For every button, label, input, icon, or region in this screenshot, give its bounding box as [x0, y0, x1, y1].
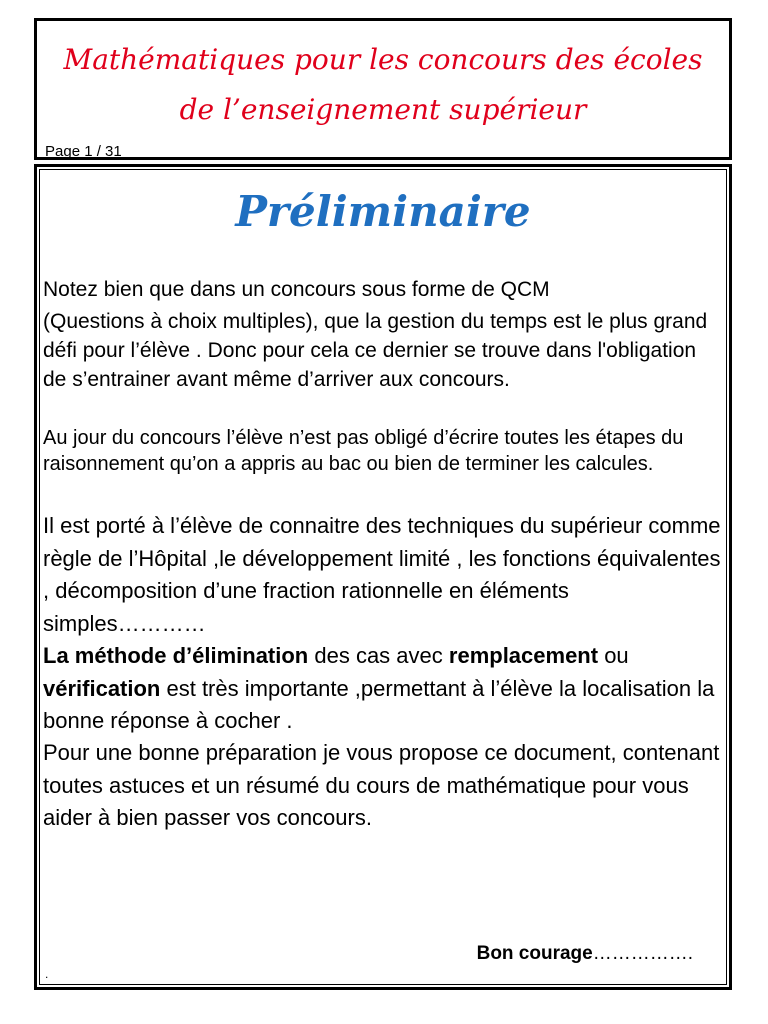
- text-fragment: des cas avec: [308, 643, 449, 668]
- bold-elimination: La méthode d’élimination: [43, 643, 309, 668]
- signoff-bold: Bon courage: [476, 943, 593, 964]
- header-box: [34, 18, 732, 160]
- dot-mark: .: [45, 967, 49, 981]
- paragraph-preparation: [43, 737, 725, 835]
- paragraph-qcm-text: (Questions à choix multiples), que la gestion du temps est le plus grand défi pour l’élève . Donc pour cela ce dernier se trouve dans l'obligation de s’entrainer avant même d’arriver aux concours.: [43, 310, 708, 391]
- paragraph-elimination: [43, 640, 725, 738]
- signoff-dots: …………….: [592, 943, 693, 964]
- paragraph-techniques-text: Il est porté à l’élève de connaitre des techniques du supérieur comme règle de l’Hôpital ,le développement limité , les fonctions équivalentes , décomposition d’une fraction rationnelle en éléments simples…………: [43, 513, 721, 636]
- page-indicator: Page 1 / 31: [45, 143, 122, 160]
- bold-remplacement: remplacement: [448, 643, 599, 668]
- paragraph-preparation-text: Pour une bonne préparation je vous propose ce document, contenant toutes astuces et un résumé du cours de mathématique pour vous aider à bien passer vos concours.: [43, 740, 720, 830]
- signoff: [477, 943, 693, 965]
- document-title: [37, 35, 729, 135]
- paragraph-intro-line: [43, 275, 725, 305]
- paragraph-elimination-text: [43, 640, 725, 738]
- text-fragment: ou: [598, 643, 629, 668]
- paragraph-intro-text: Notez bien que dans un concours sous forme de QCM: [43, 278, 550, 301]
- paragraph-techniques: [43, 510, 725, 640]
- paragraph-qcm: [43, 307, 725, 394]
- content-box: [34, 164, 732, 990]
- bold-verification: vérification: [43, 675, 161, 701]
- paragraph-exam-day-text: Au jour du concours l’élève n’est pas obligé d’écrire toutes les étapes du raisonnement qu’on a appris au bac ou bien de terminer les calcules.: [43, 427, 684, 475]
- paragraph-exam-day: [43, 425, 725, 477]
- title-line-2: de l’enseignement supérieur: [179, 93, 587, 126]
- section-title: Préliminaire: [235, 187, 531, 236]
- title-line-1: Mathématiques pour les concours des écoles: [63, 43, 703, 76]
- text-fragment: est très importante ,permettant à l’élève la localisation la bonne réponse à cocher .: [43, 675, 715, 733]
